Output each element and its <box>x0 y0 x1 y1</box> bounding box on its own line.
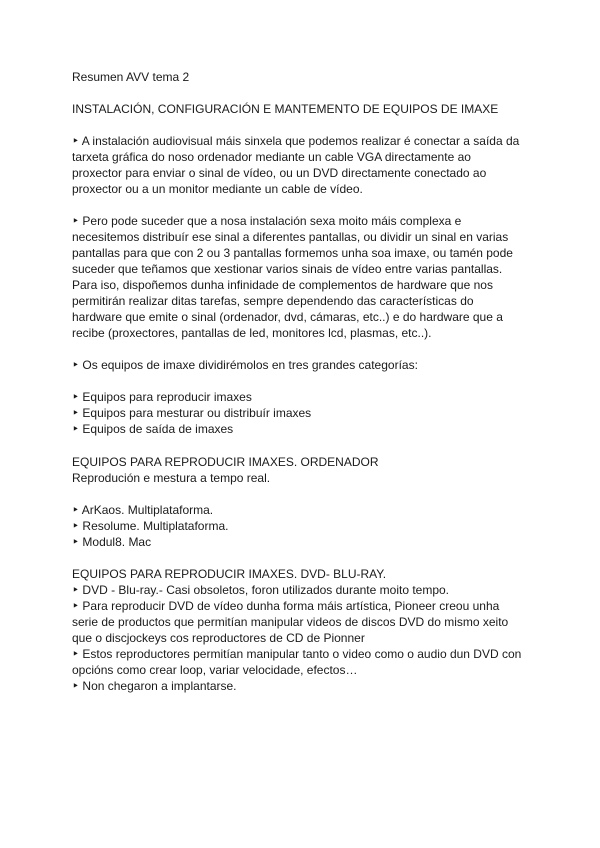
paragraph-line: pantallas para que con 2 ou 3 pantallas formemos unha soa imaxe, ou tamén pode <box>72 246 513 260</box>
list-item: ‣ Equipos para mesturar ou distribuír imaxes <box>72 406 312 420</box>
spacer <box>72 437 542 453</box>
section-dvd-bluray <box>72 566 542 694</box>
spacer <box>72 341 542 357</box>
section-heading: EQUIPOS PARA REPRODUCIR IMAXES. DVD- BLU-RAY. <box>72 567 387 581</box>
section-computer <box>72 454 542 550</box>
paragraph-line: serie de productos que permitían manipular videos de discos DVD do mismo xeito <box>72 615 509 629</box>
main-heading: INSTALACIÓN, CONFIGURACIÓN E MANTEMENTO DE EQUIPOS DE IMAXE <box>72 102 499 116</box>
paragraph-line: proxector para enviar o sinal de vídeo, ou un DVD directamente conectado ao <box>72 166 487 180</box>
paragraph-line: recibe (proxectores, pantallas de led, monitores lcd, plasmas, etc..). <box>72 326 432 340</box>
paragraph-line: tarxeta gráfica do noso ordenador mediante un cable VGA directamente ao <box>72 150 471 164</box>
section-heading: EQUIPOS PARA REPRODUCIR IMAXES. ORDENADOR <box>72 455 379 469</box>
paragraph-line: ‣ Pero pode suceder que a nosa instalación sexa moito máis complexa e <box>72 214 462 228</box>
document-title: Resumen AVV tema 2 <box>72 70 190 84</box>
paragraph-categories-intro: ‣ Os equipos de imaxe dividirémolos en tres grandes categorías: <box>72 358 418 372</box>
spacer <box>72 550 542 566</box>
paragraph-line: hardware que emite o sinal (ordenador, dvd, cámaras, etc..) e do hardware que a <box>72 310 503 324</box>
section-subtitle: Reprodución e mestura a tempo real. <box>72 471 271 485</box>
spacer <box>72 197 542 213</box>
paragraph-intro <box>72 133 542 197</box>
spacer <box>72 486 542 502</box>
paragraph-line: que o discjockeys cos reproductores de CD de Pionner <box>72 631 365 645</box>
paragraph-line: opcións como crear loop, variar velocidade, efectos… <box>72 663 358 677</box>
spacer <box>72 117 542 133</box>
document-body <box>72 69 542 694</box>
paragraph-complex-installation <box>72 213 542 341</box>
category-list <box>72 389 542 437</box>
paragraph-line: proxector ou a un monitor mediante un cable de vídeo. <box>72 182 363 196</box>
paragraph-line: ‣ Estos reproductores permitían manipular tanto o video como o audio dun DVD con <box>72 647 522 661</box>
paragraph-line: permitirán realizar ditas tarefas, sempre dependendo das características do <box>72 294 474 308</box>
spacer <box>72 373 542 389</box>
paragraph-line: ‣ DVD - Blu-ray.- Casi obsoletos, foron utilizados durante moito tempo. <box>72 583 450 597</box>
list-item: ‣ Modul8. Mac <box>72 535 152 549</box>
list-item: ‣ Resolume. Multiplataforma. <box>72 519 229 533</box>
spacer <box>72 85 542 101</box>
paragraph-line: ‣ Non chegaron a implantarse. <box>72 679 237 693</box>
paragraph-line: necesitemos distribuír ese sinal a diferentes pantallas, ou dividir un sinal en varias <box>72 230 509 244</box>
paragraph-line: Para iso, dispoñemos dunha infinidade de complementos de hardware que nos <box>72 278 493 292</box>
paragraph-line: suceder que teñamos que xestionar varios sinais de vídeo entre varias pantallas. <box>72 262 503 276</box>
list-item: ‣ Equipos para reproducir imaxes <box>72 390 252 404</box>
paragraph-line: ‣ Para reproducir DVD de vídeo dunha forma máis artística, Pioneer creou unha <box>72 599 500 613</box>
paragraph-line: ‣ A instalación audiovisual máis sinxela que podemos realizar é conectar a saída da <box>72 134 520 148</box>
list-item: ‣ ArKaos. Multiplataforma. <box>72 503 214 517</box>
list-item: ‣ Equipos de saída de imaxes <box>72 422 234 436</box>
